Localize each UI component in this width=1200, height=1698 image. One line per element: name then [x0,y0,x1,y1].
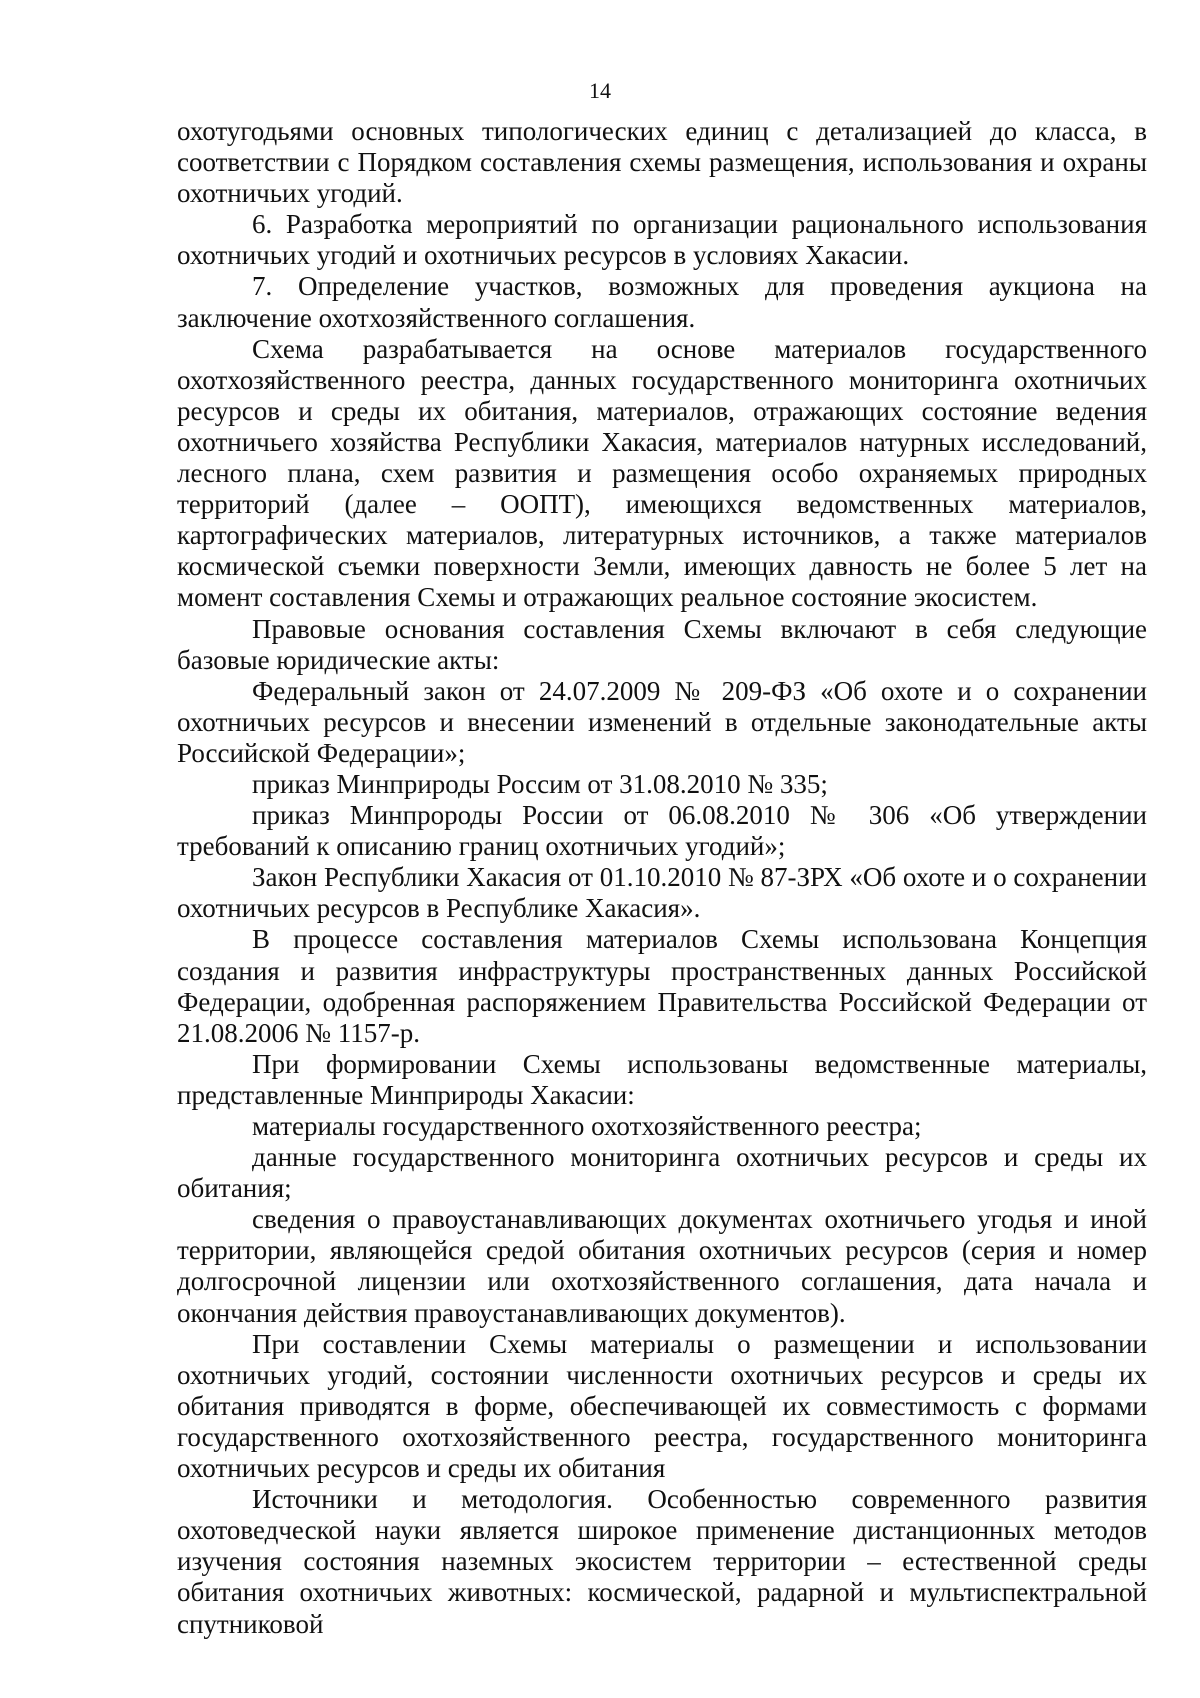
paragraph: данные государственного мониторинга охотничьих ресурсов и среды их обитания; [177,1142,1147,1204]
document-body [177,116,1147,1640]
paragraph: приказ Минпророды России от 06.08.2010 № 306 «Об утверждении требований к описанию границ охотничьих угодий»; [177,800,1147,862]
page-number: 14 [589,78,611,103]
paragraph: При формировании Схемы использованы ведомственные материалы, представленные Минприроды Хакасии: [177,1048,1147,1110]
paragraph: материалы государственного охотхозяйственного реестра; [252,1111,922,1141]
paragraph: При составлении Схемы материалы о размещении и использовании охотничьих угодий, состоянии численности охотничьих ресурсов и среды их обитания приводятся в форме, обеспечивающей их совместимость с формами государственного охотхозяйственного реестра, государственного мониторинга охотничьих ресурсов и среды их обитания [177,1328,1147,1484]
paragraph: 7. Определение участков, возможных для проведения аукциона на заключение охотхозяйственного соглашения. [177,271,1147,333]
paragraph: приказ Минприроды Россим от 31.08.2010 № 335; [252,768,828,799]
paragraph: Источники и методология. Особенностью современного развития охотоведческой науки является широкое применение дистанционных методов изучения состояния наземных экосистем территории – естественной среды обитания охотничьих животных: космической, радарной и мультиспектральной спутниковой [177,1484,1147,1639]
paragraph: Схема разрабатывается на основе материалов государственного охотхозяйственного реестра, данных государственного мониторинга охотничьих ресурсов и среды их обитания, материалов, отражающих состояние ведения охотничьего хозяйства Республики Хакасия, материалов натурных исследований, лесного плана, схем развития и размещения особо охраняемых природных территорий (далее – ООПТ), имеющихся ведомственных материалов, картографических материалов, литературных источников, а также материалов космической съемки поверхности Земли, имеющих давность не более 5 лет на момент составления Схемы и отражающих реальное состояние экосистем. [177,333,1147,613]
paragraph: Закон Республики Хакасия от 01.10.2010 № 87-ЗРХ «Об охоте и о сохранении охотничьих ресурсов в Республике Хакасия». [177,862,1147,924]
paragraph: сведения о правоустанавливающих документах охотничьего угодья и иной территории, являющейся средой обитания охотничьих ресурсов (серия и номер долгосрочной лицензии или охотхозяйственного соглашения, дата начала и окончания действия правоустанавливающих документов). [177,1204,1147,1328]
paragraph: В процессе составления материалов Схемы использована Концепция создания и развития инфраструктуры пространственных данных Российской Федерации, одобренная распоряжением Правительства Российской Федерации от 21.08.2006 № 1157-р. [177,924,1147,1048]
paragraph: охотугодьями основных типологических единиц с детализацией до класса, в соответствии с Порядком составления схемы размещения, использования и охраны охотничьих угодий. [177,116,1147,209]
paragraph: Правовые основания составления Схемы включают в себя следующие базовые юридические акты: [177,613,1147,675]
paragraph: Федеральный закон от 24.07.2009 № 209-ФЗ «Об охоте и о сохранении охотничьих ресурсов и внесении изменений в отдельные законодательные акты Российской Федерации»; [177,675,1147,768]
paragraph: 6. Разработка мероприятий по организации рационального использования охотничьих угодий и охотничьих ресурсов в условиях Хакасии. [177,209,1147,271]
